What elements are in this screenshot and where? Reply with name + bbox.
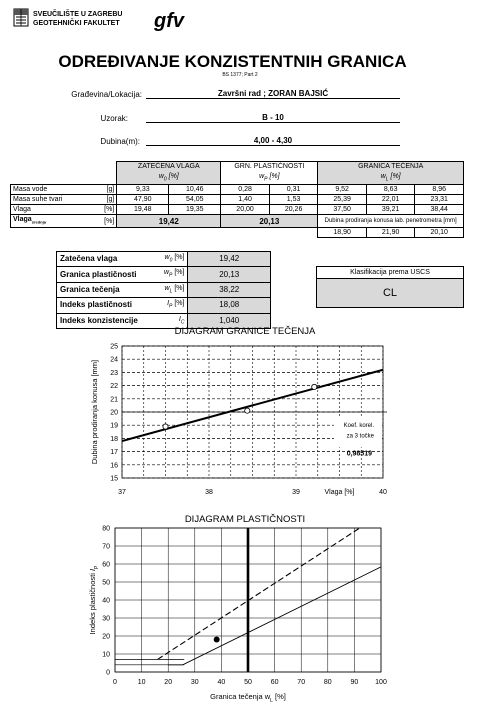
x-tick-label: 50 [244,679,252,686]
faculty-logo [152,7,186,33]
head-liquid: GRANICA TEČENJA $w_L$ [%] [318,162,464,185]
u-line [158,528,360,659]
y-tick-label: 23 [110,369,118,377]
site-value: Završni rad ; ZORAN BAJSIĆ [146,89,400,99]
data-point [163,424,168,429]
summary-row: Zatečena vlaga $w_0$ [%] 19,42 [57,252,271,267]
summary-row: Indeks plastičnosti $I_P$ [%] 18,08 [57,298,271,313]
summary-row: Indeks konzistencije $I_C$ 1,040 [57,313,271,328]
y-tick-label: 16 [110,462,118,470]
y-tick-label: 20 [102,633,110,641]
data-point [245,408,250,413]
uscs-value: CL [317,279,463,307]
x-tick-label: 40 [217,679,226,686]
y-tick-label: 40 [102,597,110,605]
sample-value: B - 10 [146,113,400,123]
mean-plastic: 20,13 [221,215,318,227]
x-tick-label: 70 [297,679,306,686]
y-tick-label: 24 [110,356,118,364]
head-natural: ZATEČENA VLAGA $w_0$ [%] [117,162,221,185]
table-row: Masa vode [g] 9,33 10,46 0,28 0,31 9,52 8,63 8,96 [11,185,464,195]
annotation-line-2: za 3 točke [346,433,374,440]
y-tick-label: 15 [110,475,118,483]
cone-label: Dubina prodiranja konusa lab. penetrometra [mm] [318,215,464,227]
mean-natural: 19,42 [117,215,221,227]
y-tick-label: 17 [110,449,118,457]
page-title: ODREĐIVANJE KONZISTENTNIH GRANICA [58,52,407,71]
y-tick-label: 19 [110,422,118,430]
plasticity-chart-title: DIJAGRAM PLASTIČNOSTI [184,514,306,525]
y-tick-label: 18 [110,435,118,443]
annotation-box [334,417,382,447]
depth-label: Dubina(m): [100,137,140,146]
head-plastic: GRN. PLASTIČNOSTI $w_P$ [%] [221,162,318,185]
table-row-cone: 18,90 21,90 20,10 [11,227,464,237]
university-logo [13,8,29,28]
institution-line-2: GEOTEHNIČKI FAKULTET [33,20,120,27]
x-tick-label: 0 [113,679,117,686]
y-tick-label: 70 [102,543,110,551]
x-tick-label: 60 [270,679,279,686]
logo-text: gfv [154,10,184,32]
summary-row: Granica plastičnosti $w_P$ [%] 20,13 [57,267,271,282]
y-tick-label: 80 [102,525,110,533]
y-tick-label: 0 [106,669,110,677]
x-tick-label: 80 [323,679,332,686]
x-tick-label: 90 [350,679,359,686]
uscs-box [316,266,464,308]
y-tick-label: 60 [102,561,110,569]
uscs-label: Klasifikacija prema USCS [317,267,463,279]
liquid-limit-chart-title: DIJAGRAM GRANICE TEČENJA [174,326,316,337]
table-row: Vlaga [%] 19,48 19,35 20,00 20,26 37,50 39,21 38,44 [11,205,464,215]
y-axis-label: Indeks plastičnosti $I_P$ [88,565,100,635]
x-tick-label: 37 [118,489,126,496]
x-tick-label: 10 [137,679,146,686]
x-tick-label: 38 [205,489,213,496]
moisture-table [10,161,464,238]
correlation-value: 0,98519 [346,450,372,458]
table-row: Masa suhe tvari [g] 47,90 54,05 1,40 1,53 25,39 22,01 23,31 [11,195,464,205]
plasticity-chart [0,524,481,711]
institution-line-1: SVEUČILIŠTE U ZAGREBU [33,11,123,18]
data-point [312,384,317,389]
sample-label: Uzorak: [100,114,128,123]
x-tick-label: 39 [292,489,300,496]
x-tick-label: 30 [190,679,199,686]
y-tick-label: 21 [110,396,118,404]
y-axis-label: Dubina prodiranja konusa [mm] [90,359,99,465]
x-axis-label: Vlaga [%] [324,489,355,496]
y-tick-label: 10 [102,651,110,659]
site-label: Građevina/Lokacija: [71,90,142,99]
data-point [214,636,220,642]
standard-ref: BS 1377; Part 2 [222,72,258,78]
table-row-mean: Vlaga$_{srednja}$ [%] 19,42 20,13 Dubina prodiranja konusa lab. penetrometra [mm] [11,215,464,227]
summary-row: Granica tečenja $w_L$ [%] 38,22 [57,282,271,297]
x-tick-label: 20 [164,679,173,686]
annotation-line-1: Koef. korel. [343,423,374,430]
x-tick-label: 40 [379,489,387,496]
liquid-limit-chart [0,338,481,498]
y-tick-label: 25 [110,343,118,351]
x-tick-label: 100 [375,679,387,686]
depth-value: 4,00 - 4,30 [146,136,400,146]
y-tick-label: 30 [102,615,110,623]
summary-table [56,251,271,329]
y-tick-label: 22 [110,383,118,391]
y-tick-label: 50 [102,579,110,587]
y-tick-label: 20 [110,409,118,417]
x-axis-label: Granica tečenja $w_L$ [%] [210,692,286,704]
